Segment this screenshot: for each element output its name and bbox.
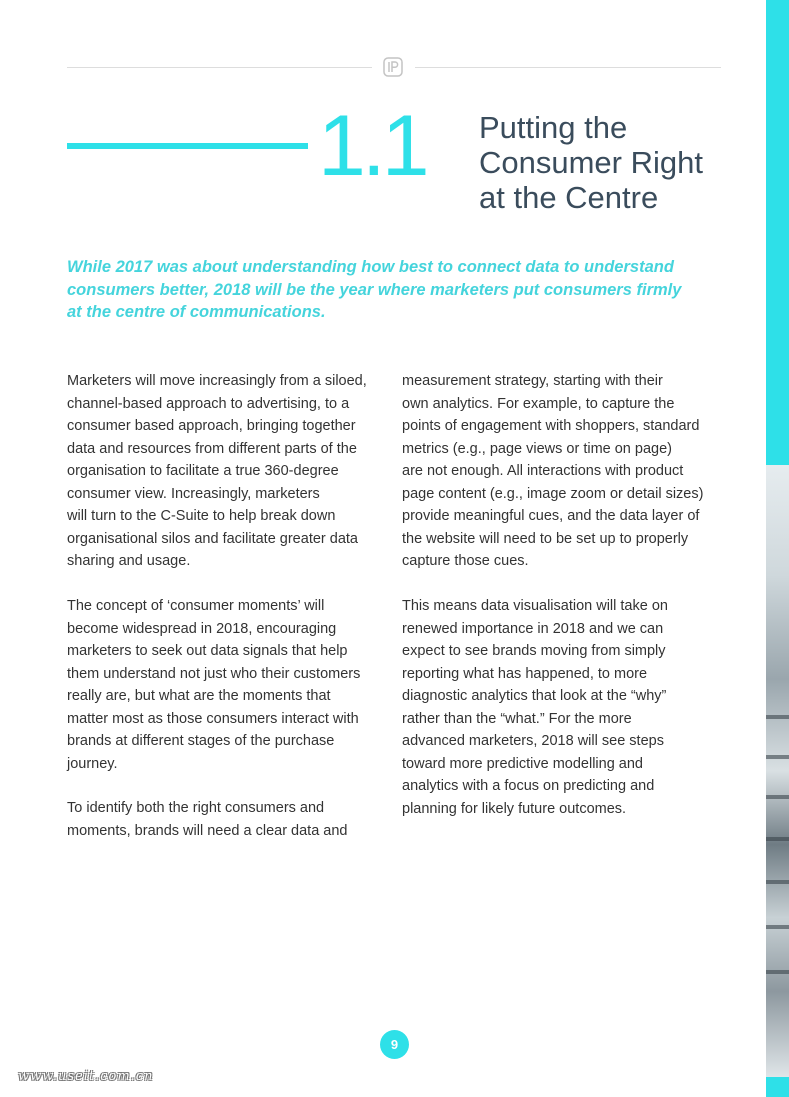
body-paragraph (67, 797, 387, 842)
header-divider-right (415, 67, 721, 68)
intro-line: consumers better, 2018 will be the year where marketers put consumers firmly (67, 280, 682, 299)
section-title-line: Consumer Right (479, 145, 703, 180)
text-line: Marketers will move increasingly from a siloed, (67, 373, 367, 389)
ip-logo-icon (383, 57, 403, 77)
section-title-accent-bar (67, 143, 308, 149)
text-line: To identify both the right consumers and (67, 800, 325, 816)
keyboard-key (766, 970, 789, 974)
text-line: diagnostic analytics that look at the “why” (402, 688, 667, 704)
intro-lead-paragraph (67, 256, 732, 324)
section-number: 1.1 (318, 98, 426, 194)
text-line: points of engagement with shoppers, standard (402, 418, 700, 434)
keyboard-key (766, 755, 789, 759)
section-title-line: Putting the (479, 110, 628, 145)
intro-line: While 2017 was about understanding how best to connect data to understand (67, 258, 674, 276)
text-line: renewed importance in 2018 and we can (402, 620, 664, 637)
text-line: own analytics. For example, to capture the (402, 395, 675, 412)
text-line: reporting what has happened, to more (402, 665, 648, 682)
intro-line: at the centre of communications. (67, 303, 326, 321)
header-divider-left (67, 67, 372, 68)
text-line: consumer view. Increasingly, marketers (67, 485, 320, 502)
text-line: analytics with a focus on predicting and (402, 778, 655, 794)
text-line: marketers to seek out data signals that help (67, 643, 348, 659)
text-line: measurement strategy, starting with their (402, 373, 663, 389)
body-paragraph (67, 370, 387, 573)
section-title (479, 110, 749, 215)
text-line: the website will need to be set up to properly (402, 530, 689, 547)
text-line: consumer based approach, bringing together (67, 418, 356, 434)
site-watermark: www.useit.com.cn (18, 1069, 154, 1084)
text-line: provide meaningful cues, and the data layer of (402, 508, 700, 524)
body-paragraph (402, 370, 727, 573)
text-line: matter most as those consumers interact with (67, 710, 359, 727)
text-line: toward more predictive modelling and (402, 755, 643, 772)
text-line: rather than the “what.” For the more (402, 710, 632, 727)
text-line: sharing and usage. (67, 553, 191, 569)
text-line: page content (e.g., image zoom or detail sizes) (402, 485, 704, 502)
keyboard-key (766, 880, 789, 884)
text-line: become widespread in 2018, encouraging (67, 620, 337, 637)
text-line: them understand not just who their customers (67, 665, 361, 682)
text-line: channel-based approach to advertising, to a (67, 395, 350, 412)
text-line: advanced marketers, 2018 will see steps (402, 733, 664, 749)
keyboard-key (766, 715, 789, 719)
text-line: really are, but what are the moments that (67, 688, 331, 704)
text-line: will turn to the C-Suite to help break down (67, 508, 336, 524)
text-line: brands at different stages of the purchase (67, 733, 335, 749)
text-line: journey. (67, 755, 118, 772)
text-line: data and resources from different parts of the (67, 440, 357, 457)
text-line: metrics (e.g., page views or time on page) (402, 440, 672, 457)
text-line: expect to see brands moving from simply (402, 643, 666, 659)
body-paragraph (402, 595, 727, 820)
text-line: moments, brands will need a clear data and (67, 822, 348, 839)
right-edge-keyboard-photo (766, 465, 789, 1077)
keyboard-key (766, 837, 789, 841)
text-line: planning for likely future outcomes. (402, 800, 627, 817)
text-line: organisation to facilitate a true 360-degree (67, 463, 339, 479)
keyboard-key (766, 925, 789, 929)
text-line: organisational silos and facilitate greater data (67, 530, 358, 547)
section-title-line: at the Centre (479, 180, 659, 215)
text-line: capture those cues. (402, 553, 529, 569)
keyboard-key (766, 795, 789, 799)
text-line: The concept of ‘consumer moments’ will (67, 598, 325, 614)
text-line: are not enough. All interactions with product (402, 463, 684, 479)
body-paragraph (67, 595, 387, 775)
text-line: This means data visualisation will take on (402, 598, 668, 614)
page-number-badge: 9 (380, 1030, 409, 1059)
